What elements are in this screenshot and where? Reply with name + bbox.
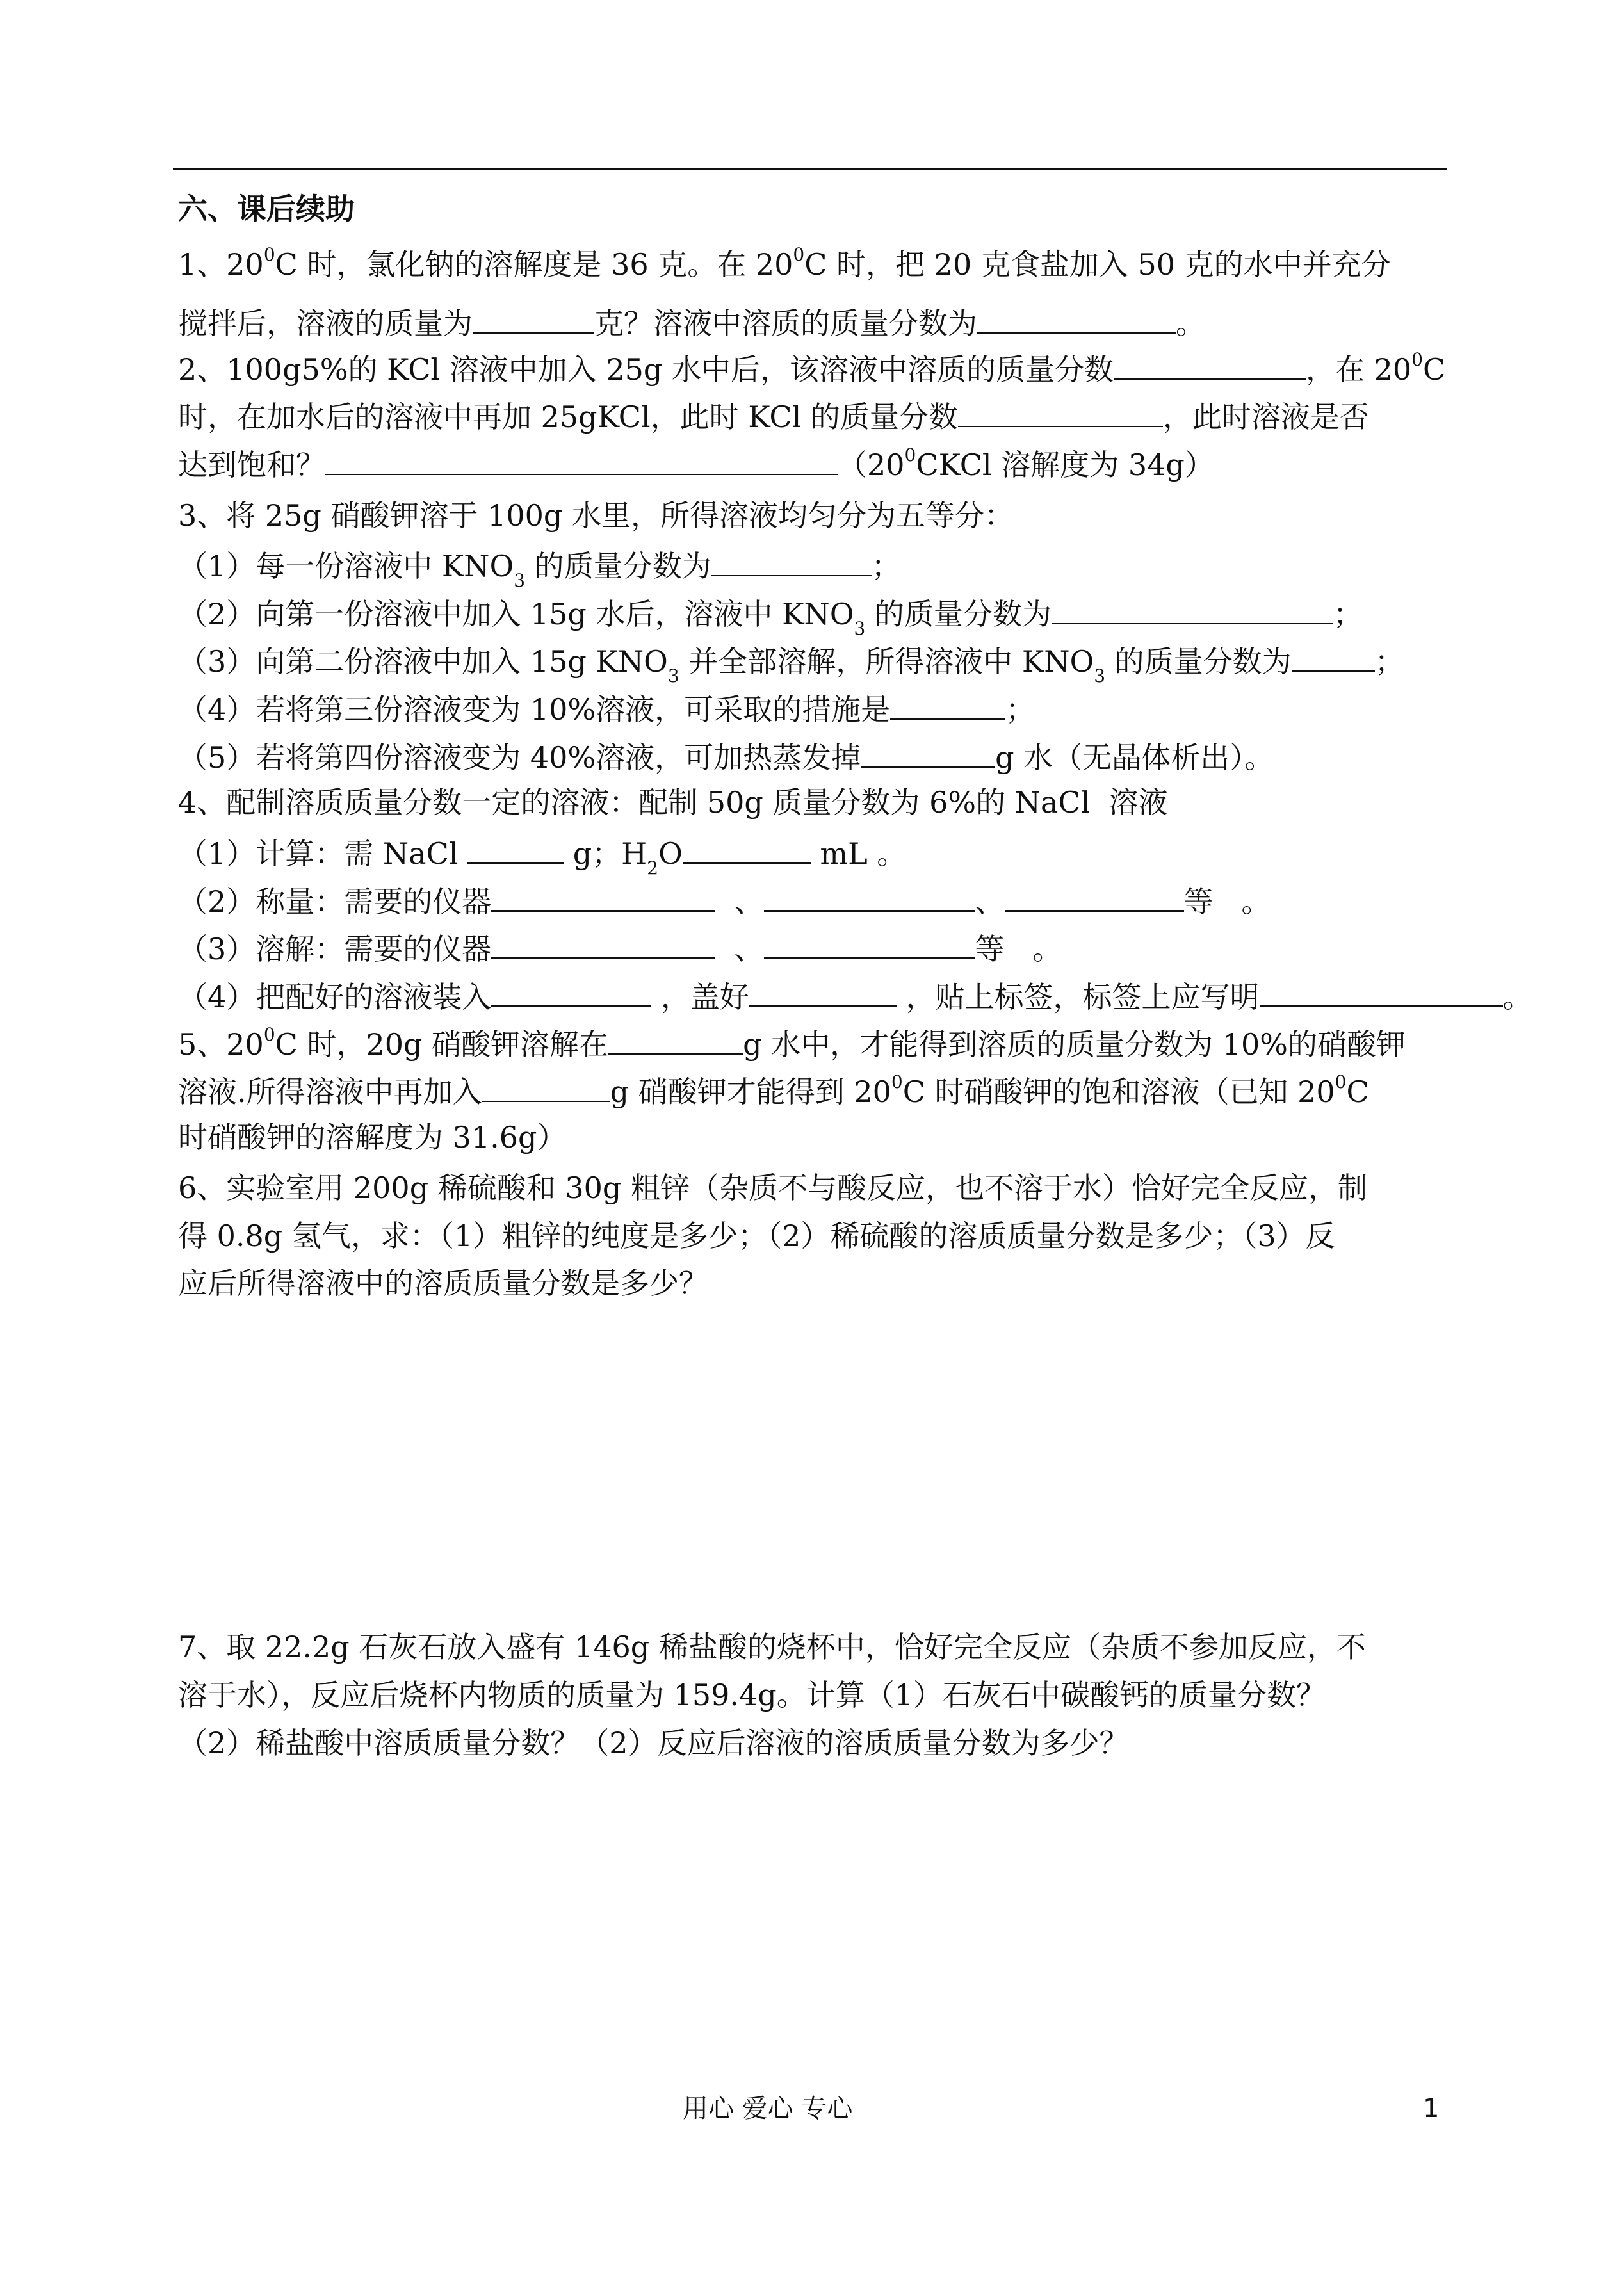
q4-blank-weigh-1[interactable] [491,879,715,912]
q4-blank-container[interactable] [491,975,651,1007]
q3-blank-3[interactable] [1292,640,1375,672]
q6-line-1: 6、实验室用 200g 稀硫酸和 30g 粗锌（杂质不与酸反应，也不溶于水）恰好完全反应，制 [178,1171,1367,1205]
q4-blank-label[interactable] [1260,975,1503,1007]
q4-blank-weigh-3[interactable] [1005,879,1184,912]
q6-line-3: 应后所得溶液中的溶质质量分数是多少？ [178,1266,708,1301]
q3-part-3: （3）向第二份溶液中加入 15g $KNO_3$ 并全部溶解，所得溶液中 $KNO_3$ 的质量分数为 ； [178,640,1404,681]
q4-blank-nacl[interactable] [467,831,564,864]
q7-line-2: 溶于水），反应后烧杯内物质的质量为 159.4g。计算（1）石灰石中碳酸钙的质量分数？ [178,1678,1326,1712]
q4-part-2: （2）称量：需要的仪器 、 、 等 。 [178,879,1271,921]
q1-blank-fraction[interactable] [977,301,1176,334]
q3-part-4: （4）若将第三份溶液变为 10%溶液，可采取的措施是 ； [178,688,1035,729]
q3-part-5: （5）若将第四份溶液变为 40%溶液，可加热蒸发掉 g 水（无晶体析出）。 [178,736,1274,777]
q3-blank-2[interactable] [1052,592,1333,624]
q5-blank-kno3[interactable] [482,1070,610,1102]
q5-line-2: 溶液.所得溶液中再加入 g 硝酸钾才能得到 $20^0C$ 时硝酸钾的饱和溶液（已知 $20^0C$ [178,1071,1369,1109]
q2-line-3: 达到饱和？ （$20^0CKCl$ 溶解度为 34g） [178,444,1214,482]
q5-line-1: 5、$20^0C$ 时，20g 硝酸钾溶解在 g 水中，才能得到溶质的质量分数为 10%的硝酸钾 [178,1023,1406,1062]
q3-part-2: （2）向第一份溶液中加入 15g 水后，溶液中 $KNO_3$ 的质量分数为 ； [178,592,1363,633]
q2-blank-saturated[interactable] [325,443,838,475]
q4-title: 4、配制溶质质量分数一定的溶液：配制 50g 质量分数为 6%的 NaCl 溶液 [178,785,1168,820]
q3-blank-4[interactable] [890,688,1005,720]
q4-part-1: （1）计算：需 NaCl g；$H_2O$ mL 。 [178,831,906,873]
q4-part-3: （3）溶解：需要的仪器 、 等 。 [178,927,1062,968]
q7-line-1: 7、取 22.2g 石灰石放入盛有 146g 稀盐酸的烧杯中，恰好完全反应（杂质不参加反应，不 [178,1630,1366,1664]
q4-blank-weigh-2[interactable] [764,879,975,912]
q3-title: 3、将 25g 硝酸钾溶于 100g 水里，所得溶液均匀分为五等分： [178,498,1014,533]
page-number: 1 [1423,2094,1440,2123]
q1-blank-mass[interactable] [473,301,594,334]
header-rule [173,168,1447,170]
q5-blank-water[interactable] [608,1023,743,1055]
q3-blank-1[interactable] [711,544,872,576]
q7-line-3: （2）稀盐酸中溶质质量分数？（2）反应后溶液的溶质质量分数为多少？ [178,1726,1129,1760]
q4-blank-dissolve-1[interactable] [491,927,715,959]
q4-blank-dissolve-2[interactable] [764,927,975,959]
q2-blank-fraction[interactable] [1114,348,1306,380]
q1-line-1: 1、$20^0C$ 时，氯化钠的溶解度是 36 克。在 $20^0C$ 时，把 20 克食盐加入 50 克的水中并充分 [178,243,1391,282]
q3-blank-5[interactable] [861,736,995,768]
q1-line-2: 搅拌后，溶液的质量为 克？溶液中溶质的质量分数为 。 [178,301,1205,343]
q2-line-1: 2、100g5%的 KCl 溶液中加入 25g 水中后，该溶液中溶质的质量分数 ，在 $20^0C$ [178,348,1446,387]
footer-motto: 用心 爱心 专心 [683,2094,853,2123]
q3-part-1: （1）每一份溶液中 $KNO_3$ 的质量分数为 ； [178,544,901,585]
q4-blank-water[interactable] [683,831,811,864]
q5-line-3: 时硝酸钾的溶解度为 31.6g） [178,1120,567,1155]
q2-line-2: 时，在加水后的溶液中再加 25gKCl，此时 KCl 的质量分数 ，此时溶液是否 [178,395,1369,436]
q4-blank-cap[interactable] [749,975,897,1007]
q4-part-4: （4）把配好的溶液装入 ，盖好 ，贴上标签，标签上应写明 。 [178,975,1532,1016]
q2-blank-kcl-fraction[interactable] [958,395,1163,427]
q6-line-2: 得 0.8g 氢气，求：（1）粗锌的纯度是多少；（2）稀硫酸的溶质质量分数是多少；（3）反 [178,1219,1335,1253]
section-title: 六、课后续助 [178,191,355,226]
